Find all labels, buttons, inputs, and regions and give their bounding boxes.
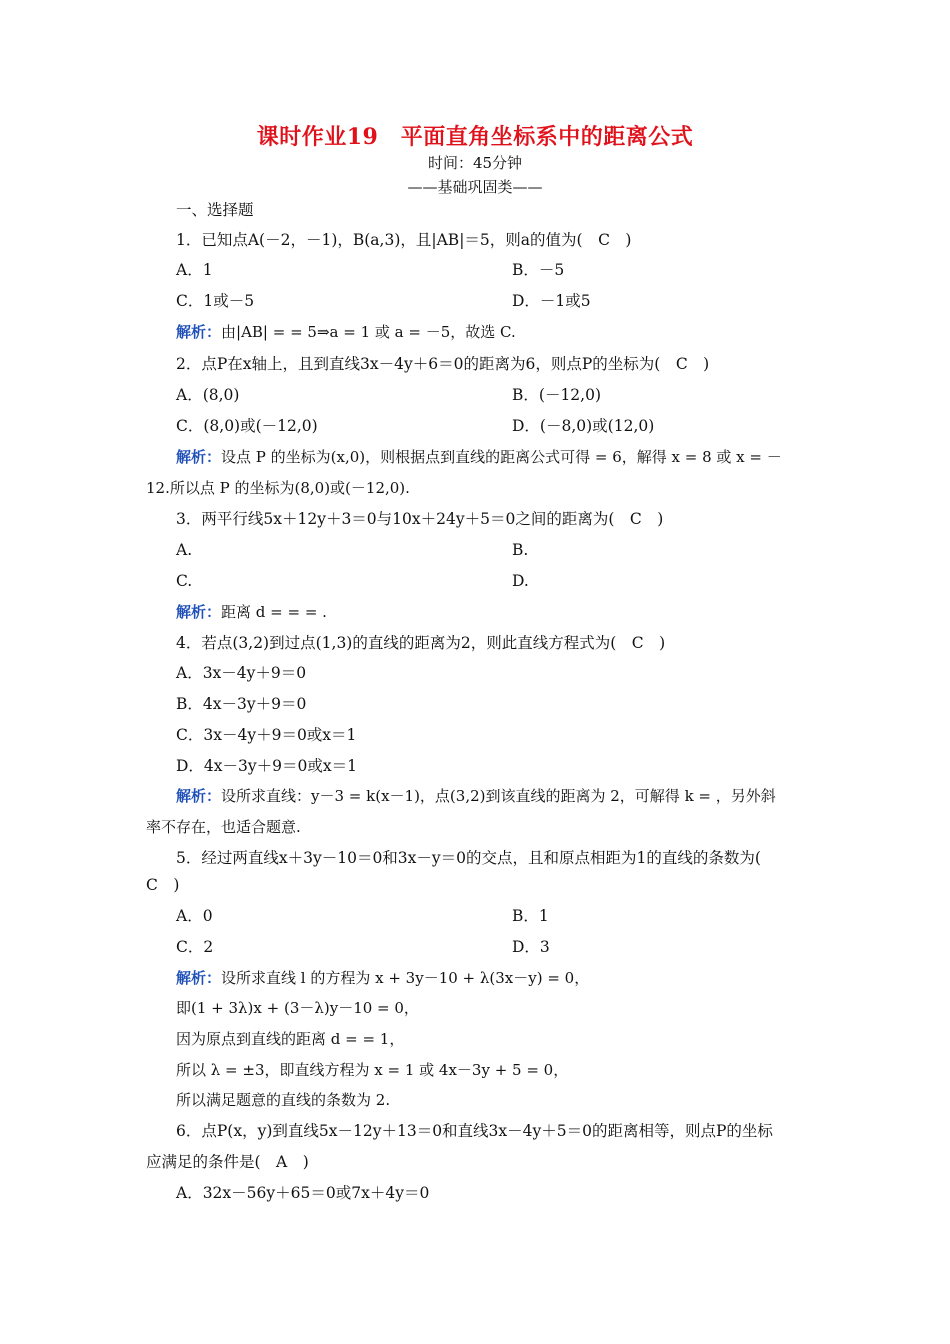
question-1-solution	[176, 322, 516, 342]
question-5-option-a: A．0	[176, 907, 213, 925]
question-4-option-a: A．3x－4y＋9＝0	[176, 664, 307, 682]
section-heading: ——基础巩固类——	[407, 178, 543, 196]
question-2-option-c: C．(8,0)或(－12,0)	[176, 417, 318, 435]
question-4-option-d: D．4x－3y＋9＝0或x＝1	[176, 757, 357, 775]
question-5-solution-line-3: 因为原点到直线的距离 d = = 1，	[176, 1030, 405, 1048]
question-5-solution-line-5: 所以满足题意的直线的条数为 2.	[176, 1091, 391, 1109]
question-3-option-c: C.	[176, 572, 193, 590]
question-3-option-a: A.	[176, 541, 193, 559]
question-1-option-c: C．1或－5	[176, 292, 255, 310]
solution-label: 解析：	[176, 323, 222, 341]
question-1-option-b: B．－5	[512, 261, 565, 279]
solution-label: 解析：	[176, 969, 222, 987]
question-2-option-a: A．(8,0)	[176, 386, 240, 404]
question-5-stem-cont: C )	[146, 876, 180, 894]
question-6-stem-cont: 应满足的条件是( A )	[146, 1153, 309, 1171]
question-5-solution-line-4: 所以 λ = ±3，即直线方程为 x = 1 或 4x－3y + 5 = 0，	[176, 1061, 569, 1079]
question-5-option-c: C．2	[176, 938, 214, 956]
question-1-option-a: A．1	[176, 261, 213, 279]
question-3-stem: 3．两平行线5x＋12y＋3＝0与10x＋24y＋5＝0之间的距离为( C )	[176, 510, 664, 528]
question-3-option-b: B.	[512, 541, 529, 559]
question-4-option-c: C．3x－4y＋9＝0或x＝1	[176, 726, 357, 744]
question-6-option-a: A．32x－56y＋65＝0或7x＋4y＝0	[176, 1184, 430, 1202]
question-4-solution-cont: 率不存在，也适合题意.	[146, 818, 301, 836]
question-1-stem: 1．已知点A(－2，－1)，B(a,3)，且|AB|＝5，则a的值为( C )	[176, 231, 632, 249]
question-6-stem: 6．点P(x，y)到直线5x－12y＋13＝0和直线3x－4y＋5＝0的距离相等，则点P的坐标	[176, 1122, 773, 1140]
question-2-stem: 2．点P在x轴上，且到直线3x－4y＋6＝0的距离为6，则点P的坐标为( C )	[176, 355, 710, 373]
part-heading: 一、选择题	[176, 201, 254, 219]
question-2-solution-cont: 12.所以点 P 的坐标为(8,0)或(－12,0).	[146, 479, 410, 497]
question-4-solution	[176, 786, 776, 806]
solution-text: 设所求直线：y－3 = k(x－1)，点(3,2)到该直线的距离为 2，可解得 k = ，另外斜	[221, 787, 776, 805]
question-3-solution	[176, 602, 327, 622]
question-2-solution	[176, 447, 782, 467]
question-4-stem: 4．若点(3,2)到过点(1,3)的直线的距离为2，则此直线方程式为( C )	[176, 634, 666, 652]
time-limit: 时间：45分钟	[427, 154, 523, 172]
question-1-option-d: D．－1或5	[512, 292, 591, 310]
question-2-option-d: D．(－8,0)或(12,0)	[512, 417, 655, 435]
question-5-solution	[176, 968, 589, 988]
solution-text: 距离 d = = = .	[221, 603, 327, 621]
solution-text: 设所求直线 l 的方程为 x + 3y－10 + λ(3x－y) = 0，	[221, 969, 590, 987]
question-5-stem: 5．经过两直线x＋3y－10＝0和3x－y＝0的交点，且和原点相距为1的直线的条数为(	[176, 849, 761, 867]
question-2-option-b: B．(－12,0)	[512, 386, 601, 404]
solution-text: 由|AB| = = 5⇒a = 1 或 a = －5，故选 C.	[221, 323, 516, 341]
question-4-option-b: B．4x－3y＋9＝0	[176, 695, 307, 713]
question-5-option-b: B．1	[512, 907, 549, 925]
solution-text: 设点 P 的坐标为(x,0)，则根据点到直线的距离公式可得 = 6，解得 x = 8 或 x = －	[221, 448, 782, 466]
solution-label: 解析：	[176, 787, 222, 805]
solution-label: 解析：	[176, 603, 222, 621]
question-3-option-d: D.	[512, 572, 529, 590]
solution-label: 解析：	[176, 448, 222, 466]
question-5-option-d: D．3	[512, 938, 550, 956]
question-5-solution-line-2: 即(1 + 3λ)x + (3－λ)y－10 = 0，	[176, 999, 419, 1017]
document-title: 课时作业19 平面直角坐标系中的距离公式	[256, 124, 694, 150]
